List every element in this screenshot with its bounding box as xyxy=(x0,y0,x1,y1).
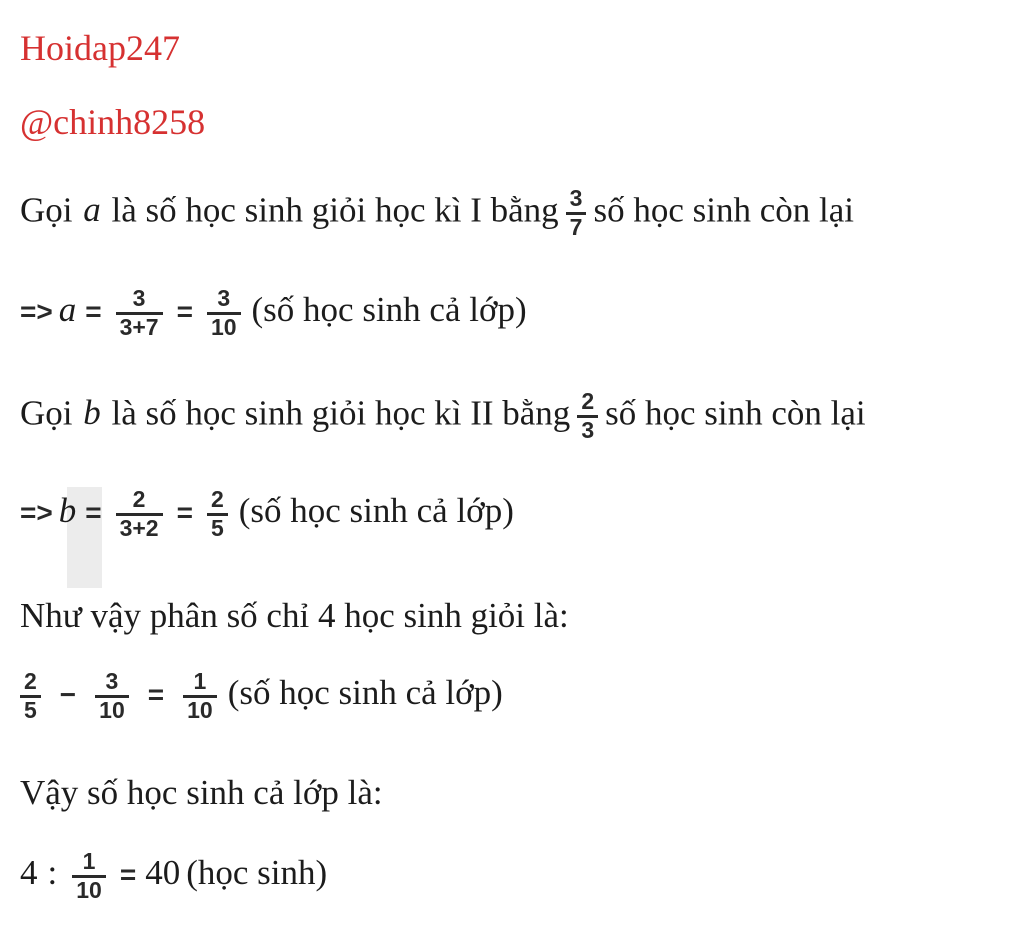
implies-arrow: => xyxy=(20,296,53,328)
fraction-numerator: 2 xyxy=(24,668,37,694)
equation-line-2 xyxy=(20,487,514,542)
fraction-2-5 xyxy=(207,487,228,542)
fraction-numerator: 1 xyxy=(193,668,207,694)
text: là số học sinh giỏi học kì I bằng xyxy=(102,190,559,230)
fraction-3-over-3plus7 xyxy=(116,286,163,341)
text: Gọi xyxy=(20,393,82,433)
equals-sign: = xyxy=(147,679,165,711)
fraction-denominator: 10 xyxy=(207,312,241,341)
fraction-3-7 xyxy=(566,186,587,241)
equals-sign: = xyxy=(85,497,102,529)
fraction-denominator: 5 xyxy=(207,513,228,542)
fraction-2-5 xyxy=(20,669,41,724)
solution-line-1 xyxy=(20,186,854,241)
fraction-numerator: 2 xyxy=(132,486,146,512)
equals-sign: = xyxy=(85,296,102,328)
username-label: @chinh8258 xyxy=(20,102,206,142)
fraction-numerator: 3 xyxy=(569,185,583,211)
equation-note: (số học sinh cả lớp) xyxy=(238,491,514,531)
text: số học sinh còn lại xyxy=(593,190,854,230)
fraction-denominator: 10 xyxy=(72,875,106,904)
fraction-numerator: 2 xyxy=(581,388,595,414)
implies-arrow: => xyxy=(20,497,53,529)
fraction-denominator: 3 xyxy=(577,415,598,444)
fraction-denominator: 7 xyxy=(566,212,587,241)
equation-note: (học sinh) xyxy=(186,853,328,893)
fraction-numerator: 3 xyxy=(217,285,231,311)
number-4: 4 xyxy=(20,853,38,893)
fraction-numerator: 3 xyxy=(132,285,146,311)
brand-text xyxy=(20,26,180,71)
equals-sign: = xyxy=(176,296,193,328)
equation-note: (số học sinh cả lớp) xyxy=(227,673,503,713)
brand-label: Hoidap247 xyxy=(20,28,180,68)
solution-line-4 xyxy=(20,771,383,815)
text: Vậy số học sinh cả lớp là: xyxy=(20,773,383,812)
fraction-1-10 xyxy=(72,849,106,904)
text: Gọi xyxy=(20,190,82,230)
fraction-denominator: 5 xyxy=(20,695,41,724)
text: Như vậy phân số chỉ 4 học sinh giỏi là: xyxy=(20,596,569,635)
username-mention xyxy=(20,100,205,145)
variable-a: a xyxy=(83,190,101,230)
variable-b: b xyxy=(58,491,77,531)
fraction-3-10 xyxy=(207,286,241,341)
equation-line-4 xyxy=(20,849,327,904)
variable-a: a xyxy=(58,290,77,330)
fraction-denominator: 3+7 xyxy=(116,312,163,341)
text: số học sinh còn lại xyxy=(605,393,866,433)
equals-sign: = xyxy=(176,497,193,529)
equation-note: (số học sinh cả lớp) xyxy=(251,290,527,330)
fraction-1-10 xyxy=(183,669,217,724)
fraction-denominator: 10 xyxy=(183,695,217,724)
division-colon: : xyxy=(47,853,58,893)
solution-line-2 xyxy=(20,389,866,444)
fraction-2-3 xyxy=(577,389,598,444)
text: là số học sinh giỏi học kì II bằng xyxy=(102,393,571,433)
fraction-denominator: 10 xyxy=(95,695,129,724)
fraction-3-10 xyxy=(95,669,129,724)
fraction-denominator: 3+2 xyxy=(116,513,163,542)
result-40: 40 xyxy=(145,853,181,893)
minus-sign: − xyxy=(59,679,77,711)
fraction-numerator: 2 xyxy=(210,486,224,512)
variable-b: b xyxy=(83,393,101,433)
solution-line-3 xyxy=(20,594,569,638)
fraction-numerator: 3 xyxy=(105,668,119,694)
fraction-2-over-3plus2 xyxy=(116,487,163,542)
equals-sign: = xyxy=(119,859,137,891)
fraction-numerator: 1 xyxy=(82,848,96,874)
equation-line-3 xyxy=(20,669,503,724)
equation-line-1 xyxy=(20,286,527,341)
